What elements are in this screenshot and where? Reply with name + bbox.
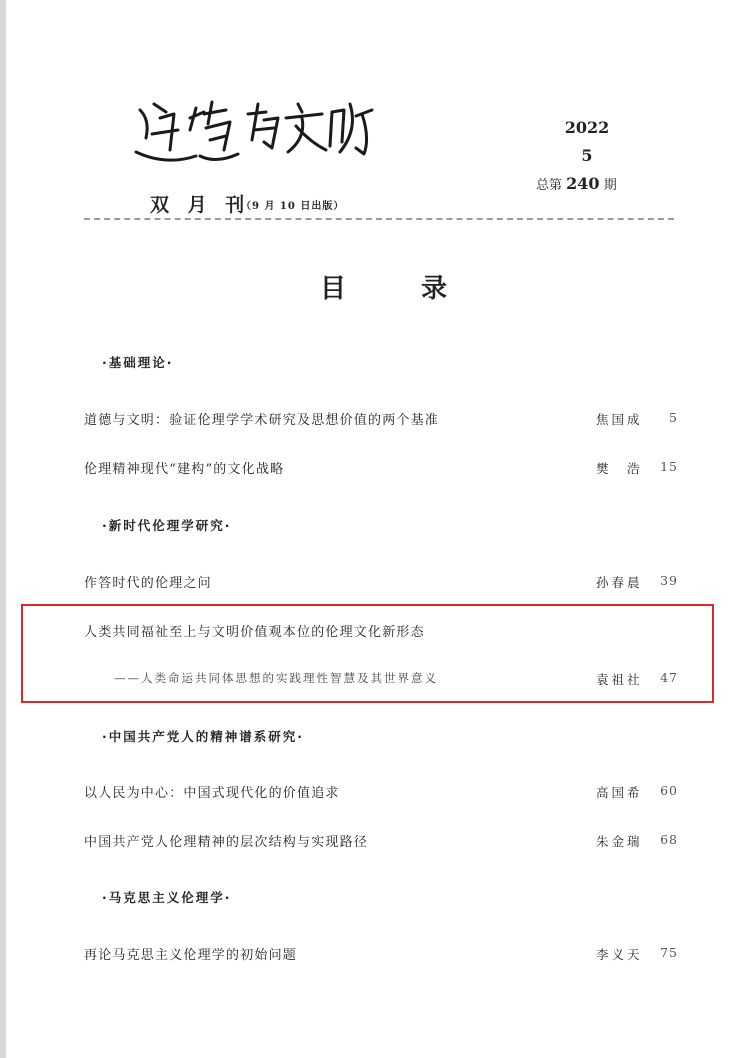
article-title[interactable]: 以人民为中心：中国式现代化的价值追求 [84, 786, 340, 801]
journal-calligraphy-logo [126, 90, 386, 190]
section-heading: ·新时代伦理学研究· [102, 518, 232, 533]
journal-page [6, 0, 754, 1058]
article-page: 47 [660, 670, 678, 685]
article-page: 15 [660, 459, 678, 474]
article-title[interactable]: 作答时代的伦理之问 [84, 576, 212, 591]
article-author: 孙春晨 [596, 575, 643, 590]
total-issue [536, 174, 617, 193]
article-author: 高国希 [596, 785, 643, 800]
total-suffix: 期 [603, 178, 617, 193]
toc-heading [320, 268, 447, 305]
highlight-box [21, 604, 714, 703]
toc-heading-char: 录 [421, 274, 448, 304]
article-title[interactable]: 人类共同福祉至上与文明价值观本位的伦理文化新形态 [84, 625, 425, 640]
article-title[interactable]: 伦理精神现代“建构”的文化战略 [84, 462, 285, 477]
article-author: 焦国成 [596, 412, 643, 427]
frequency-label: 双 月 刊 [150, 194, 251, 216]
article-page: 39 [660, 573, 678, 588]
article-page: 5 [669, 410, 678, 425]
article-author: 袁祖社 [596, 672, 643, 687]
article-author: 朱金瑞 [596, 834, 643, 849]
article-title[interactable]: 再论马克思主义伦理学的初始问题 [84, 948, 298, 963]
issue-year: 2022 [564, 118, 610, 137]
article-author: 樊 浩 [596, 461, 643, 476]
section-heading: ·中国共产党人的精神谱系研究· [102, 729, 304, 744]
section-heading: ·基础理论· [102, 355, 174, 370]
article-page: 75 [660, 945, 678, 960]
section-heading: ·马克思主义伦理学· [102, 890, 232, 905]
article-title[interactable]: 中国共产党人伦理精神的层次结构与实现路径 [84, 835, 369, 850]
total-prefix: 总第 [536, 178, 563, 193]
article-page: 68 [660, 832, 678, 847]
total-number: 240 [566, 174, 600, 193]
article-subtitle: ——人类命运共同体思想的实践理性智慧及其世界意义 [114, 671, 438, 685]
issue-number: 5 [581, 146, 593, 165]
toc-heading-char: 目 [320, 274, 347, 304]
article-page: 60 [660, 783, 678, 798]
article-title[interactable]: 道德与文明：验证伦理学学术研究及思想价值的两个基准 [84, 413, 440, 428]
header-divider [84, 218, 674, 220]
publish-date: （9 月 10 日出版） [241, 201, 345, 212]
article-author: 李义天 [596, 947, 643, 962]
